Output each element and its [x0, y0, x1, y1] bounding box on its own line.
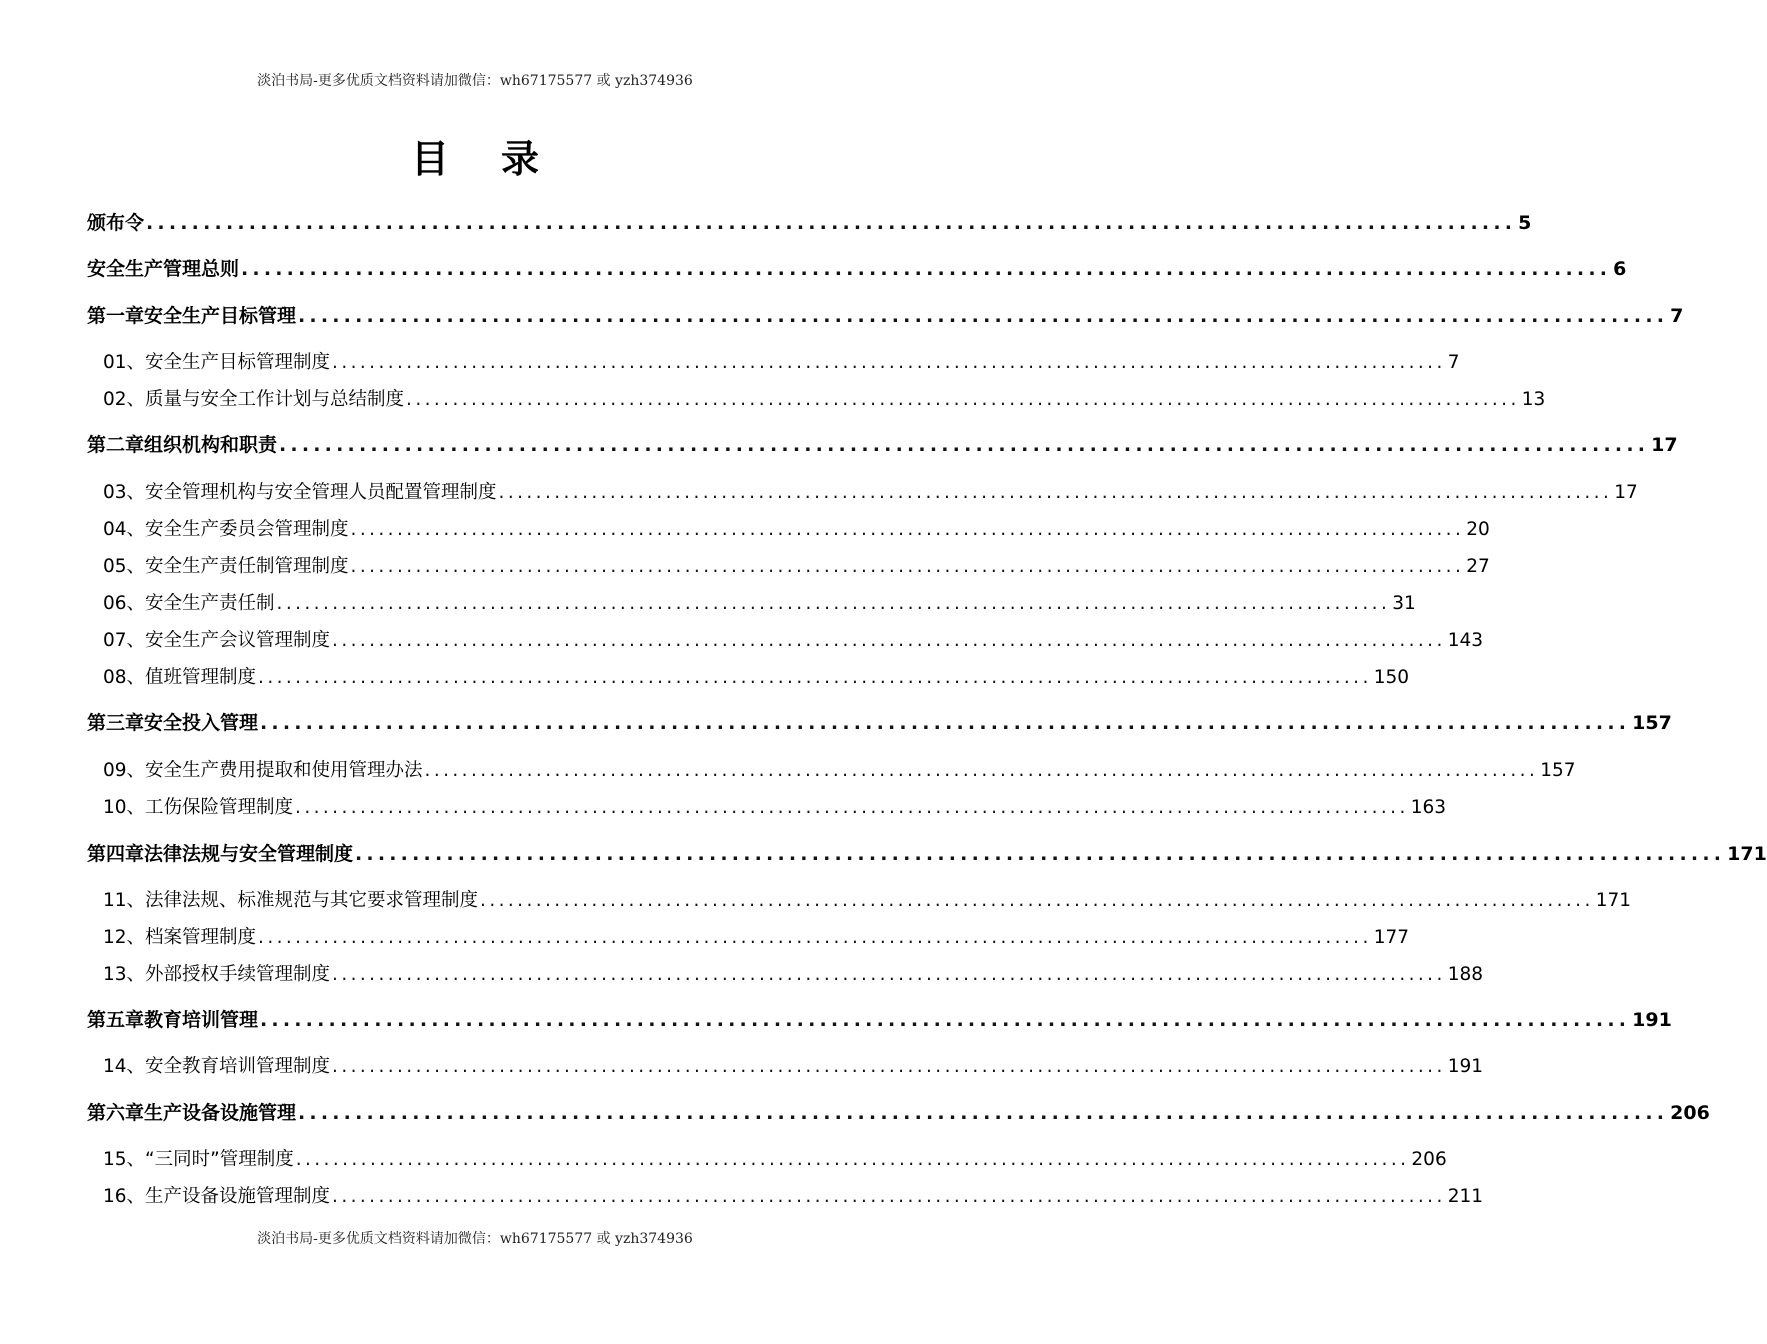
toc-entry[interactable] [87, 708, 1672, 735]
toc-entry-label: 16、生产设备设施管理制度 [103, 1186, 331, 1207]
dot-leader: ........................................................................................................................ [332, 352, 1446, 373]
dot-leader: ........................................................................................................................ [480, 890, 1594, 911]
dot-leader: ........................................................................................................................ [355, 843, 1726, 865]
toc-entry[interactable] [103, 756, 1576, 782]
toc-entry[interactable] [103, 793, 1447, 819]
toc-entry[interactable] [87, 208, 1532, 235]
toc-entry-page: 177 [1373, 927, 1410, 948]
toc-entry[interactable] [103, 1182, 1484, 1208]
toc-entry-page: 5 [1518, 212, 1532, 234]
toc-entry-page: 7 [1447, 352, 1460, 373]
toc-entry[interactable] [103, 348, 1460, 374]
dot-leader: ........................................................................................................................ [279, 434, 1650, 456]
toc-entry-label: 03、安全管理机构与安全管理人员配置管理制度 [103, 482, 497, 503]
toc-entry-page: 171 [1727, 843, 1767, 865]
toc-entry-label: 12、档案管理制度 [103, 927, 257, 948]
toc-entry-page: 13 [1521, 389, 1546, 410]
toc-entry-page: 31 [1392, 593, 1416, 614]
dot-leader: ........................................................................................................................ [350, 556, 1465, 577]
dot-leader: ........................................................................................................................ [332, 1186, 1446, 1207]
toc-entry-label: 05、安全生产责任制管理制度 [103, 556, 349, 577]
toc-entry-page: 20 [1466, 519, 1490, 540]
dot-leader: ........................................................................................................................ [424, 760, 1539, 781]
toc-entry[interactable] [103, 663, 1410, 689]
toc-entry-label: 安全生产管理总则 [87, 258, 240, 280]
toc-entry-label: 02、质量与安全工作计划与总结制度 [103, 389, 405, 410]
toc-entry-page: 188 [1447, 964, 1484, 985]
toc-entry-label: 06、安全生产责任制 [103, 593, 275, 614]
toc-entry-page: 163 [1410, 797, 1447, 818]
toc-entry[interactable] [103, 626, 1484, 652]
toc-entry[interactable] [103, 886, 1632, 912]
toc-entry[interactable] [87, 301, 1684, 328]
toc-entry[interactable] [103, 923, 1410, 949]
toc-entry-label: 10、工伤保险管理制度 [103, 797, 294, 818]
toc-entry-page: 157 [1540, 760, 1576, 781]
dot-leader: ........................................................................................................................ [350, 519, 1465, 540]
toc-entry-page: 143 [1447, 630, 1484, 651]
toc-entry-label: 第四章法律法规与安全管理制度 [87, 843, 354, 865]
toc-entry-label: 04、安全生产委员会管理制度 [103, 519, 349, 540]
dot-leader: ........................................................................................................................ [258, 927, 1372, 948]
dot-leader: ........................................................................................................................ [258, 667, 1372, 688]
toc-entry-page: 27 [1466, 556, 1490, 577]
toc-entry[interactable] [103, 552, 1490, 578]
toc-entry[interactable] [103, 960, 1484, 986]
toc-entry-label: 08、值班管理制度 [103, 667, 257, 688]
toc-entry-label: 第五章教育培训管理 [87, 1009, 259, 1031]
toc-entry-label: 11、法律法规、标准规范与其它要求管理制度 [103, 890, 479, 911]
toc-entry-page: 206 [1670, 1102, 1710, 1124]
toc-entry-label: 第二章组织机构和职责 [87, 434, 278, 456]
toc-entry-page: 7 [1670, 305, 1684, 327]
toc-entry-page: 191 [1632, 1009, 1672, 1031]
page-header-watermark: 淡泊书局-更多优质文档资料请加微信：wh67175577 或 yzh374936 [257, 73, 693, 89]
toc-entry-label: 14、安全教育培训管理制度 [103, 1056, 331, 1077]
dot-leader: ........................................................................................................................ [332, 630, 1446, 651]
toc-entry[interactable] [103, 1145, 1447, 1171]
dot-leader: ........................................................................................................................ [295, 1149, 1410, 1170]
toc-entry[interactable] [103, 1052, 1484, 1078]
toc-entry-label: 第一章安全生产目标管理 [87, 305, 297, 327]
toc-entry[interactable] [87, 839, 1767, 866]
toc-entry-page: 157 [1632, 712, 1672, 734]
toc-entry-label: 第三章安全投入管理 [87, 712, 259, 734]
toc-entry-page: 206 [1411, 1149, 1447, 1170]
toc-entry-page: 211 [1447, 1186, 1484, 1207]
toc-entry[interactable] [87, 430, 1678, 457]
toc-entry[interactable] [103, 385, 1546, 411]
dot-leader: ........................................................................................................................ [332, 1056, 1446, 1077]
toc-entry-label: 颁布令 [87, 212, 145, 234]
toc-entry-page: 17 [1614, 482, 1638, 503]
toc-entry-page: 191 [1447, 1056, 1484, 1077]
dot-leader: ........................................................................................................................ [406, 389, 1520, 410]
dot-leader: ........................................................................................................................ [146, 212, 1517, 234]
toc-entry-page: 6 [1613, 258, 1627, 280]
toc-entry[interactable] [103, 515, 1490, 541]
toc-entry[interactable] [87, 1005, 1672, 1032]
page-title: 目录 [410, 137, 591, 181]
toc-entry[interactable] [87, 1098, 1710, 1125]
dot-leader: ........................................................................................................................ [295, 797, 1409, 818]
toc-entry[interactable] [87, 254, 1627, 281]
toc-entry-label: 01、安全生产目标管理制度 [103, 352, 331, 373]
toc-entry[interactable] [103, 478, 1638, 504]
toc-entry[interactable] [103, 589, 1416, 615]
dot-leader: ........................................................................................................................ [298, 1102, 1669, 1124]
dot-leader: ........................................................................................................................ [260, 1009, 1631, 1031]
toc-entry-page: 171 [1595, 890, 1632, 911]
page-footer-watermark: 淡泊书局-更多优质文档资料请加微信：wh67175577 或 yzh374936 [257, 1231, 693, 1247]
toc-entry-label: 15、“三同时”管理制度 [103, 1149, 294, 1170]
dot-leader: ........................................................................................................................ [260, 712, 1631, 734]
dot-leader: ........................................................................................................................ [241, 258, 1612, 280]
dot-leader: ........................................................................................................................ [298, 305, 1669, 327]
toc-entry-label: 09、安全生产费用提取和使用管理办法 [103, 760, 423, 781]
toc-entry-page: 17 [1651, 434, 1678, 456]
dot-leader: ........................................................................................................................ [276, 593, 1391, 614]
toc-entry-label: 13、外部授权手续管理制度 [103, 964, 331, 985]
toc-entry-page: 150 [1373, 667, 1410, 688]
toc-entry-label: 07、安全生产会议管理制度 [103, 630, 331, 651]
dot-leader: ........................................................................................................................ [498, 482, 1613, 503]
dot-leader: ........................................................................................................................ [332, 964, 1446, 985]
toc-entry-label: 第六章生产设备设施管理 [87, 1102, 297, 1124]
